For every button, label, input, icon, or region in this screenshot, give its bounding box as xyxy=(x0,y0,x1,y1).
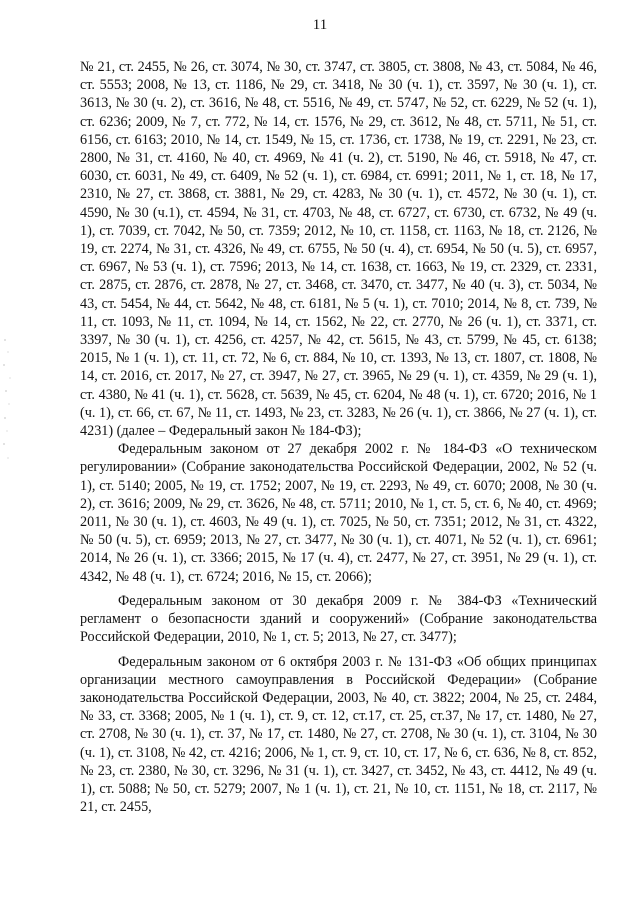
paragraph-law-184fz: Федеральным законом от 27 декабря 2002 г. № 184-ФЗ «О техническом регулировании» (Собрание законодательства Российской Федерации, 2002, № 52 (ч. 1), ст. 5140; 2005, № 19, ст. 1752; 2007, № 19, ст. 2293, № 49, ст. 6070; 2008, № 30 (ч. 2), ст. 3616; 2009, № 29, ст. 3626, № 48, ст. 5711; 2010, № 1, ст. 5, ст. 6, № 40, ст. 4969; 2011, № 30 (ч. 1), ст. 4603, № 49 (ч. 1), ст. 7025, № 50, ст. 7351; 2012, № 31, ст. 4322, № 50 (ч. 5), ст. 6959; 2013, № 27, ст. 3477, № 30 (ч. 1), ст. 4071, № 52 (ч. 1), ст. 6961; 2014, № 26 (ч. 1), ст. 3366; 2015, № 17 (ч. 4), ст. 2477, № 27, ст. 3951, № 29 (ч. 1), ст. 4342, № 48 (ч. 1), ст. 6724; 2016, № 15, ст. 2066); xyxy=(80,441,597,585)
paragraph-law-131fz: Федеральным законом от 6 октября 2003 г. № 131-ФЗ «Об общих принципах организации местного самоуправления в Российской Федерации» (Собрание законодательства Российской Федерации, 2003, № 40, ст. 3822; 2004, № 25, ст. 2484, № 33, ст. 3368; 2005, № 1 (ч. 1), ст. 9, ст. 12, ст.17, ст. 25, ст.37, № 17, ст. 1480, № 27, ст. 2708, № 30 (ч. 1), ст. 37, № 17, ст. 1480, № 27, ст. 2708, № 30 (ч. 1), ст. 3104, № 30 (ч. 1), ст. 3108, № 42, ст. 4216; 2006, № 1, ст. 9, ст. 10, ст. 17, № 6, ст. 636, № 8, ст. 852, № 23, ст. 2380, № 30, ст. 3296, № 31 (ч. 1), ст. 3427, ст. 3452, № 43, ст. 4412, № 49 (ч. 1), ст. 5088; № 50, ст. 5279; 2007, № 1 (ч. 1), ст. 21, № 10, ст. 1151, № 18, ст. 2117, № 21, ст. 2455, xyxy=(80,653,597,816)
scan-margin-speckles xyxy=(2,330,18,470)
paragraph-law-384fz: Федеральным законом от 30 декабря 2009 г. № 384-ФЗ «Технический регламент о безопасности зданий и сооружений» (Собрание законодательства Российской Федерации, 2010, № 1, ст. 5; 2013, № 27, ст. 3477); xyxy=(80,592,597,646)
page-number: 11 xyxy=(312,17,328,33)
document-body xyxy=(80,58,597,816)
paragraph-continued-references: № 21, ст. 2455, № 26, ст. 3074, № 30, ст. 3747, ст. 3805, ст. 3808, № 43, ст. 5084, № 46, ст. 5553; 2008, № 13, ст. 1186, № 29, ст. 3418, № 30 (ч. 1), ст. 3597, № 30 (ч. 1), ст. 3613, № 30 (ч. 2), ст. 3616, № 48, ст. 5516, № 49, ст. 5747, № 52, ст. 6229, № 52 (ч. 1), ст. 6236; 2009, № 7, ст. 772, № 14, ст. 1576, № 29, ст. 3612, № 48, ст. 5711, № 51, ст. 6156, ст. 6163; 2010, № 14, ст. 1549, № 15, ст. 1736, ст. 1738, № 19, ст. 2291, № 23, ст. 2800, № 31, ст. 4160, № 40, ст. 4969, № 41 (ч. 2), ст. 5190, № 46, ст. 5918, № 47, ст. 6030, ст. 6031, № 49, ст. 6409, № 52 (ч. 1), ст. 6984, ст. 6991; 2011, № 1, ст. 18, № 17, 2310, № 27, ст. 3868, ст. 3881, № 29, ст. 4283, № 30 (ч. 1), ст. 4572, № 30 (ч. 1), ст. 4590, № 30 (ч.1), ст. 4594, № 31, ст. 4703, № 48, ст. 6727, ст. 6730, ст. 6732, № 49 (ч. 1), ст. 7039, ст. 7042, № 50, ст. 7359; 2012, № 10, ст. 1158, ст. 1163, № 18, ст. 2126, № 19, ст. 2274, № 31, ст. 4326, № 49, ст. 6755, № 50 (ч. 4), ст. 6954, № 50 (ч. 5), ст. 6957, ст. 6967, № 53 (ч. 1), ст. 7596; 2013, № 14, ст. 1638, ст. 1663, № 19, ст. 2329, ст. 2331, ст. 2875, ст. 2876, ст. 2878, № 27, ст. 3468, ст. 3470, ст. 3477, № 40 (ч. 3), ст. 5034, № 43, ст. 5454, № 44, ст. 5642, № 48, ст. 6181, № 5 (ч. 1), ст. 7010; 2014, № 8, ст. 739, № 11, ст. 1093, № 11, ст. 1094, № 14, ст. 1562, № 22, ст. 2770, № 26 (ч. 1), ст. 3371, ст. 3397, № 30 (ч. 1), ст. 4256, ст. 4257, № 42, ст. 5615, № 43, ст. 5799, № 45, ст. 6138; 2015, № 1 (ч. 1), ст. 11, ст. 72, № 6, ст. 884, № 10, ст. 1393, № 13, ст. 1807, ст. 1808, № 14, ст. 2016, ст. 2017, № 27, ст. 3947, № 27, ст. 3965, № 29 (ч. 1), ст. 4359, № 29 (ч. 1), ст. 4380, № 41 (ч. 1), ст. 5628, ст. 5639, № 45, ст. 6204, № 48 (ч. 1), ст. 6720; 2016, № 1 (ч. 1), ст. 66, ст. 67, № 11, ст. 1493, № 23, ст. 3283, № 26 (ч. 1), ст. 3866, № 27 (ч. 1), ст. 4231) (далее – Федеральный закон № 184-ФЗ); xyxy=(80,59,597,440)
